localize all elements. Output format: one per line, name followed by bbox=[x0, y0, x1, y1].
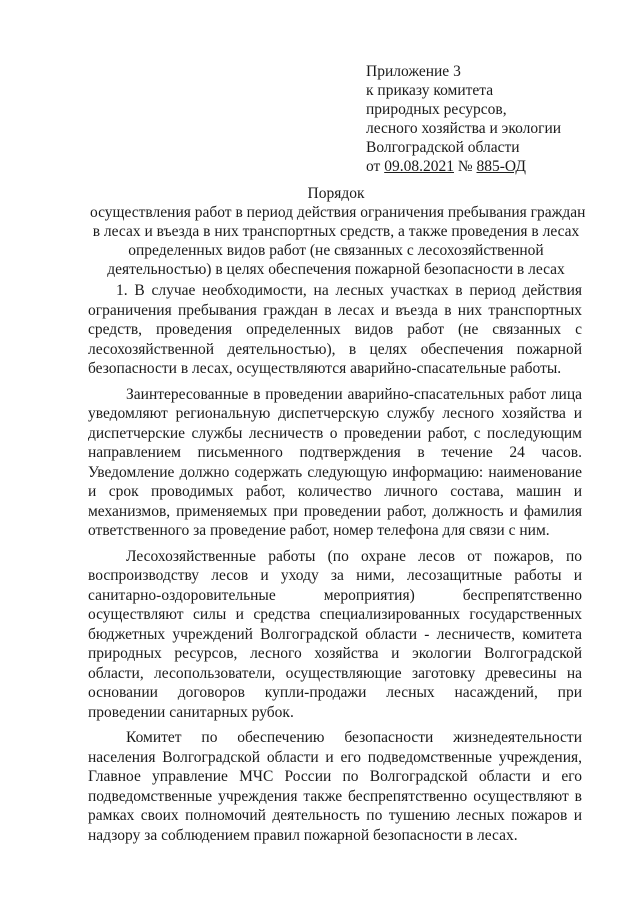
appendix-header bbox=[366, 62, 606, 176]
number-prefix: № bbox=[453, 158, 477, 175]
subtitle-line: в лесах и въезда в них транспортных средств, а также проведения в лесах bbox=[92, 223, 580, 240]
paragraph: 1. В случае необходимости, на лесных участках в период действия ограничения пребывания граждан в лесах и въезда в них транспортных средств, проведения определенных видов работ (не связанных с лесохозяйственной деятельностью), в целях обеспечения пожарной безопасности в лесах, осуществляются аварийно-спасательные работы. bbox=[88, 282, 582, 377]
paragraph: Заинтересованные в проведении аварийно-спасательных работ лица уведомляют региональную диспетчерскую службу лесного хозяйства и диспетчерские службы лесничеств о проведении работ, с последующим направлением письменного подтверждения в течение 24 часов. Уведомление должно содержать следующую информацию: наименование и срок проводимых работ, количество личного состава, машин и механизмов, применяемых при проведении работ, должность и фамилия ответственного за проведение работ, номер телефона для связи с ним. bbox=[88, 385, 582, 539]
document-subtitle bbox=[90, 203, 586, 279]
date-prefix: от bbox=[366, 158, 385, 175]
order-number: 885-ОД bbox=[476, 158, 526, 175]
subtitle-line: определенных видов работ (не связанных с лесохозяйственной bbox=[128, 242, 544, 259]
appendix-line: лесного хозяйства и экологии bbox=[366, 120, 562, 137]
document-heading bbox=[90, 184, 586, 279]
appendix-line: Волгоградской области bbox=[366, 139, 520, 156]
appendix-line: Приложение 3 bbox=[366, 63, 461, 80]
subtitle-line: деятельностью) в целях обеспечения пожарной безопасности в лесах bbox=[107, 261, 565, 278]
document-title: Порядок bbox=[307, 185, 365, 202]
order-date-line bbox=[366, 157, 606, 176]
paragraph: Комитет по обеспечению безопасности жизнедеятельности населения Волгоградской области и его подведомственные учреждения, Главное управление МЧС России по Волгоградской области и его подведомственные учреждения также беспрепятственно осуществляют в рамках своих полномочий деятельность по тушению лесных пожаров и надзору за соблюдением правил пожарной безопасности в лесах. bbox=[88, 729, 582, 844]
order-date: 09.08.2021 bbox=[384, 158, 454, 175]
appendix-line: к приказу комитета bbox=[366, 82, 494, 99]
paragraph: Лесохозяйственные работы (по охране лесов от пожаров, по воспроизводству лесов и уходу за ними, лесозащитные работы и санитарно-оздоровительные мероприятия) беспрепятственно осуществляют силы и средства специализированных государственных бюджетных учреждений Волгоградской области - лесничеств, комитета природных ресурсов, лесного хозяйства и экологии Волгоградской области, лесопользователи, осуществляющие заготовку древесины на основании договоров купли-продажи лесных насаждений, при проведении санитарных рубок. bbox=[88, 547, 582, 721]
subtitle-line: осуществления работ в период действия ограничения пребывания граждан bbox=[90, 204, 586, 221]
appendix-line: природных ресурсов, bbox=[366, 101, 507, 118]
document-body bbox=[88, 281, 582, 851]
